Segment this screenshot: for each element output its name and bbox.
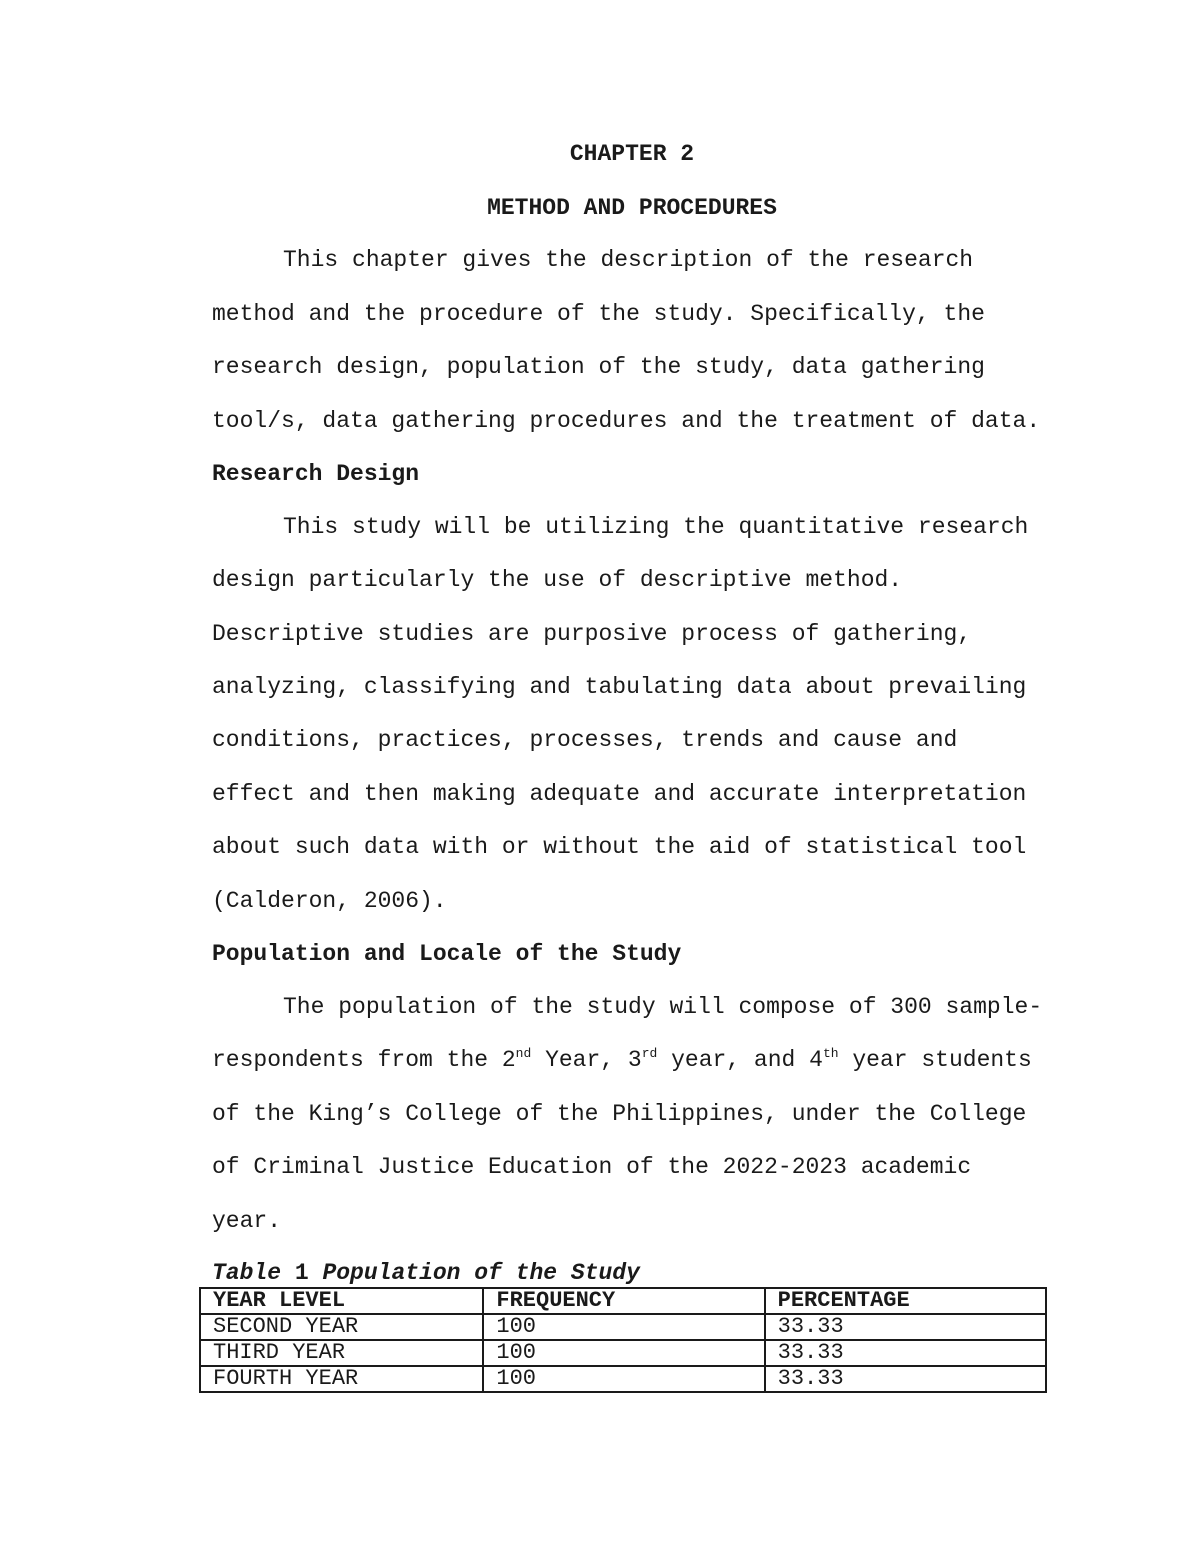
population-line: respondents from the 2nd Year, 3rd year, and 4th year students	[212, 1046, 1032, 1073]
intro-line: research design, population of the study, data gathering	[212, 354, 985, 380]
research-design-line: analyzing, classifying and tabulating data about prevailing	[212, 674, 1027, 700]
intro-line: tool/s, data gathering procedures and the treatment of data.	[212, 408, 1041, 434]
research-design-line: design particularly the use of descriptive method.	[212, 567, 903, 593]
population-line: of Criminal Justice Education of the 2022-2023 academic	[212, 1154, 972, 1180]
intro-line: method and the procedure of the study. Specifically, the	[212, 301, 985, 327]
population-heading: Population and Locale of the Study	[212, 941, 682, 967]
table-row	[200, 1340, 1046, 1366]
table-cell: THIRD YEAR	[200, 1340, 483, 1366]
chapter-title: CHAPTER 2	[569, 141, 695, 167]
caption-label: Table	[212, 1260, 282, 1286]
section-title: METHOD AND PROCEDURES	[487, 195, 777, 221]
table-row	[200, 1366, 1046, 1392]
table-cell: 100	[483, 1314, 764, 1340]
research-design-line: Descriptive studies are purposive process of gathering,	[212, 621, 972, 647]
column-header: FREQUENCY	[483, 1288, 764, 1314]
research-design-line: effect and then making adequate and accurate interpretation	[212, 781, 1027, 807]
table-cell: 100	[483, 1366, 764, 1392]
table-row	[200, 1314, 1046, 1340]
research-design-line: conditions, practices, processes, trends and cause and	[212, 727, 958, 753]
ordinal-suffix: nd	[515, 1046, 532, 1061]
table-cell: FOURTH YEAR	[200, 1366, 483, 1392]
table-cell: 100	[483, 1340, 764, 1366]
research-design-line: (Calderon, 2006).	[212, 888, 447, 914]
ordinal-suffix: th	[822, 1046, 839, 1061]
column-header: PERCENTAGE	[765, 1288, 1046, 1314]
table-cell: 33.33	[765, 1366, 1046, 1392]
caption-title: Population of the Study	[322, 1260, 640, 1286]
column-header: YEAR LEVEL	[200, 1288, 483, 1314]
table-caption	[212, 1259, 640, 1287]
research-design-line: about such data with or without the aid of statistical tool	[212, 834, 1027, 860]
table-cell: SECOND YEAR	[200, 1314, 483, 1340]
population-line: year.	[212, 1208, 282, 1234]
table-cell: 33.33	[765, 1314, 1046, 1340]
ordinal-suffix: rd	[641, 1046, 658, 1061]
table-cell: 33.33	[765, 1340, 1046, 1366]
population-table	[199, 1287, 1047, 1393]
caption-number: 1	[294, 1260, 309, 1286]
intro-line: This chapter gives the description of the research	[283, 247, 974, 273]
research-design-heading: Research Design	[212, 461, 420, 487]
population-line: The population of the study will compose of 300 sample-	[283, 994, 1043, 1020]
research-design-line: This study will be utilizing the quantitative research	[283, 514, 1029, 540]
population-line: of the King’s College of the Philippines, under the College	[212, 1101, 1027, 1127]
table-header-row	[200, 1288, 1046, 1314]
